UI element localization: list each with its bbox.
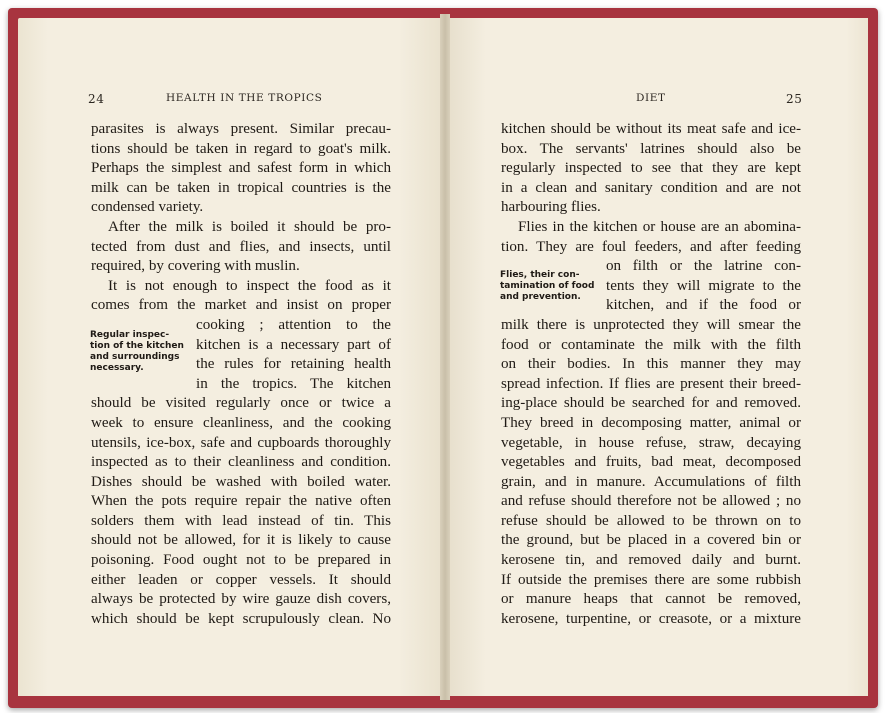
text-line: utensils, ice-box, safe and cupboards thoroughly <box>91 434 391 451</box>
text-line: on their bodies. In this manner they may <box>501 356 801 373</box>
text-line: cooking ; attention to the <box>196 316 391 333</box>
sidenote-line: and prevention. <box>500 292 581 302</box>
right-page-body <box>501 120 801 629</box>
text-line: and refuse should therefore not be allowed ; no <box>501 493 801 510</box>
text-line: tents they will migrate to the <box>606 277 801 294</box>
left-running-head: HEALTH IN THE TROPICS <box>166 92 323 104</box>
text-line: spread infection. If flies are present their breed- <box>501 375 801 392</box>
text-line: the ground, but be placed in a covered bin or <box>501 532 801 549</box>
text-line: which should be kept scrupulously clean. No <box>91 610 391 627</box>
left-page-number: 24 <box>88 92 105 106</box>
text-line: parasites is always present. Similar precau- <box>91 121 391 137</box>
text-line: either leaden or copper vessels. It should <box>91 571 391 588</box>
text-line: should not be allowed, for it is likely to cause <box>91 532 391 549</box>
right-running-head: DIET <box>636 92 666 104</box>
text-line: When the pots require repair the native often <box>91 493 391 510</box>
left-page-body <box>91 120 391 629</box>
book-gutter <box>440 14 450 700</box>
sidenote-line: and surroundings <box>90 352 180 362</box>
text-line: solders them with lead instead of tin. This <box>91 512 391 529</box>
text-line: kerosene, turpentine, or creasote, or a mixture <box>501 610 801 627</box>
text-line: After the milk is boiled it should be pro- <box>108 218 391 235</box>
text-line: ing-place should be searched for and removed. <box>501 395 801 412</box>
text-line: poisoning. Food ought not to be prepared in <box>91 552 391 569</box>
text-line: tions should be taken in regard to goat's milk. <box>91 140 391 157</box>
text-line: comes from the market and insist on proper <box>91 297 391 314</box>
text-line: required, by covering with muslin. <box>91 258 300 275</box>
text-line: inspected as to their cleanliness and condition. <box>91 454 391 471</box>
text-line: Dishes should be washed with boiled water. <box>91 473 391 490</box>
text-line: milk can be taken in tropical countries is the <box>91 179 391 196</box>
text-line: milk there is unprotected they will smear the <box>501 316 801 333</box>
text-line: kitchen, and if the food or <box>606 297 801 314</box>
text-line: box. The servants' latrines should also be <box>501 140 801 157</box>
sidenote-line: necessary. <box>90 363 144 373</box>
text-line: harbouring flies. <box>501 199 601 216</box>
text-line: on filth or the latrine con- <box>606 258 801 275</box>
text-line: should be visited regularly once or twice a <box>91 395 391 412</box>
text-line: tion. They are foul feeders, and after feeding <box>501 238 801 255</box>
text-line: Perhaps the simplest and safest form in which <box>91 160 391 177</box>
text-line: regularly inspected to see that they are kept <box>501 160 801 177</box>
text-line: If outside the premises there are some rubbish <box>501 571 801 588</box>
text-line: the rules for retaining health <box>196 356 391 373</box>
sidenote-line: tion of the kitchen <box>90 341 184 351</box>
sidenote-line: Regular inspec- <box>90 330 170 340</box>
text-line: or manure heaps that cannot be removed, <box>501 591 801 608</box>
text-line: refuse should be allowed to be thrown on to <box>501 512 801 529</box>
text-line: kitchen is a necessary part of <box>196 336 391 353</box>
text-line: condensed variety. <box>91 199 204 216</box>
text-line: grain, and in manure. Accumulations of filth <box>501 473 801 490</box>
text-line: They breed in decomposing matter, animal or <box>501 414 801 431</box>
sidenote-line: Flies, their con- <box>500 270 580 280</box>
text-line: Flies in the kitchen or house are an abomina- <box>518 218 801 235</box>
text-line: vegetables and fruits, bad meat, decomposed <box>501 454 801 471</box>
sidenote-line: tamination of food <box>500 281 595 291</box>
text-line: always be protected by wire gauze dish covers, <box>91 591 391 608</box>
text-line: It is not enough to inspect the food as it <box>108 277 391 294</box>
text-line: vegetable, in house refuse, straw, decaying <box>501 434 801 451</box>
text-line: week to ensure cleanliness, and the cooking <box>91 414 391 431</box>
text-line: kerosene tin, and removed daily and burnt. <box>501 552 801 569</box>
right-page-number: 25 <box>786 92 803 106</box>
text-line: tected from dust and flies, and insects, until <box>91 238 391 255</box>
text-line: in the tropics. The kitchen <box>196 375 391 392</box>
text-line: food or contaminate the milk with the filth <box>501 336 801 353</box>
text-line: in a clean and sanitary condition and are not <box>501 179 801 196</box>
text-line: kitchen should be without its meat safe and ice- <box>501 121 801 137</box>
